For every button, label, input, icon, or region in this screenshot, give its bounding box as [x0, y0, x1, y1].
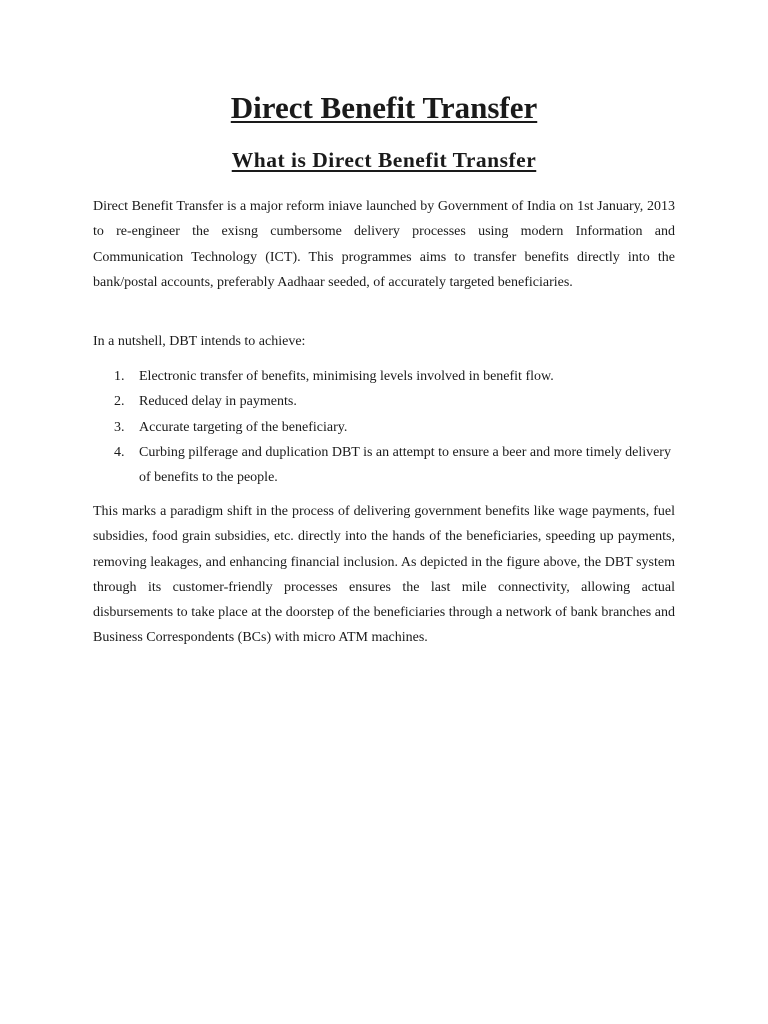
- intro-paragraph: Direct Benefit Transfer is a major reform iniave launched by Government of India on 1st January, 2013 to re-engineer the exisng cumbersome delivery processes using modern Information and Communication Technology (ICT). This programmes aims to transfer benefits directly into the bank/postal accounts, preferably Aadhaar seeded, of accurately targeted beneficiaries.: [93, 199, 675, 290]
- list-item-text: Electronic transfer of benefits, minimising levels involved in benefit flow.: [139, 369, 554, 384]
- list-item-number: 1.: [114, 369, 125, 384]
- list-item-text: Curbing pilferage and duplication DBT is an attempt to ensure a beer and more timely delivery of benefits to the people.: [139, 444, 671, 486]
- list-item-text: Accurate targeting of the beneficiary.: [139, 419, 348, 435]
- list-item: [93, 389, 675, 414]
- list-item-number: 4.: [114, 444, 125, 460]
- list-item-text: Reduced delay in payments.: [139, 394, 297, 410]
- paradigm-paragraph: This marks a paradigm shift in the process of delivering government benefits like wage payments, fuel subsidies, food grain subsidies, etc. directly into the hands of the beneficiaries, speeding up payments, removing leakages, and enhancing financial inclusion. As depicted in the figure above, the DBT system through its customer-friendly processes ensures the last mile connectivity, allowing actual disbursements to take place at the doorstep of the beneficiaries through a network of bank branches and Business Correspondents (BCs) with micro ATM machines.: [93, 504, 675, 646]
- goal-list: [93, 364, 675, 490]
- nutshell-line: In a nutshell, DBT intends to achieve:: [93, 334, 306, 349]
- list-item: [93, 364, 675, 389]
- section-heading: What is Direct Benefit Transfer: [231, 148, 537, 172]
- list-item-number: 2.: [114, 394, 125, 410]
- list-item: [93, 415, 675, 440]
- list-item: [93, 440, 675, 491]
- list-item-number: 3.: [114, 419, 125, 435]
- document-title: Direct Benefit Transfer: [230, 90, 538, 125]
